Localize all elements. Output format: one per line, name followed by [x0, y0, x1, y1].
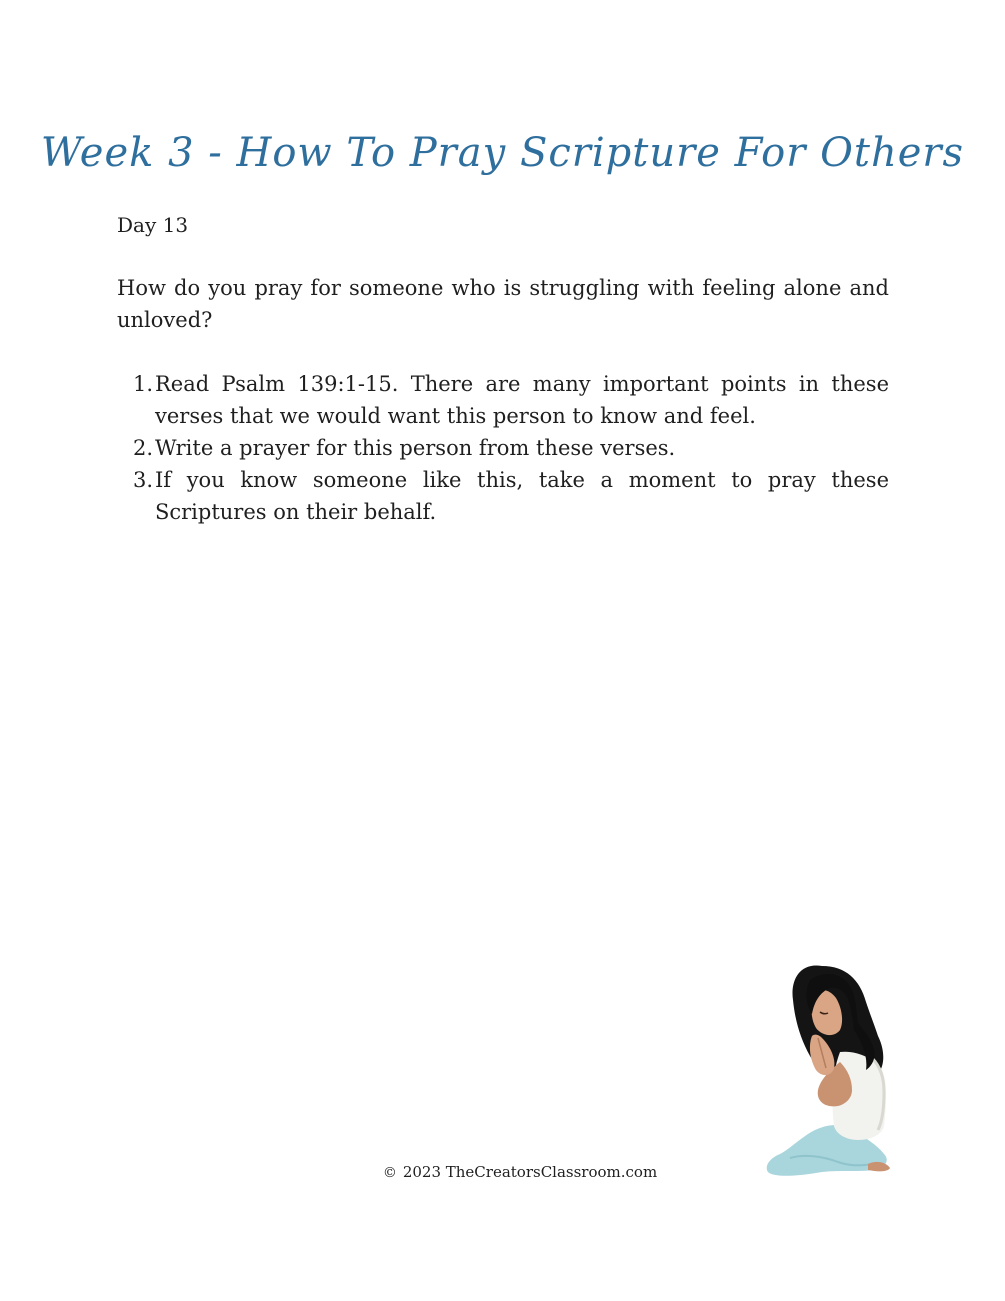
copyright-text: 2023 TheCreatorsClassroom.com	[402, 1163, 658, 1181]
list-text: Write a prayer for this person from these verses.	[155, 436, 676, 460]
list-text: If you know someone like this, take a moment to pray these Scriptures on their behalf.	[155, 468, 889, 524]
prompt-question: How do you pray for someone who is struggling with feeling alone and unloved?	[117, 276, 889, 332]
list-item	[117, 368, 889, 432]
page-title: Week 3 - How To Pray Scripture For Others	[40, 130, 965, 176]
day-label: Day 13	[117, 213, 189, 237]
copyright-icon: ©	[382, 1165, 397, 1181]
list-item	[117, 464, 889, 528]
copyright-footer	[0, 1160, 1005, 1185]
list-number: 1.	[132, 372, 153, 396]
list-number: 2.	[132, 436, 153, 460]
praying-woman-icon	[760, 958, 895, 1183]
praying-woman-illustration	[760, 958, 895, 1183]
steps-list	[117, 368, 889, 528]
list-number: 3.	[132, 468, 153, 492]
list-item	[117, 432, 889, 464]
list-text: Read Psalm 139:1-15. There are many important points in these verses that we would want this person to know and feel.	[155, 372, 889, 428]
